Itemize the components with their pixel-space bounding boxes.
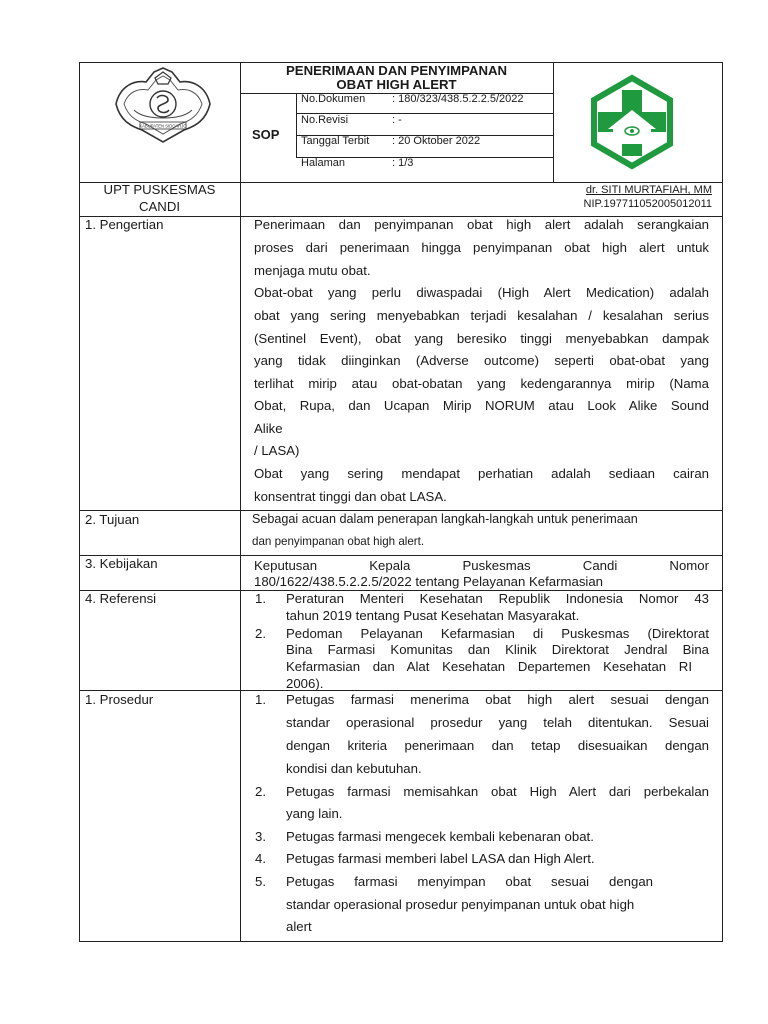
meta-value-nodokumen: : 180/323/438.5.2.2.5/2022 <box>392 93 524 105</box>
proc-line: Petugas farmasi menyimpan obat sesuai dengan <box>286 874 653 889</box>
meta-label-tanggal: Tanggal Terbit <box>301 135 370 147</box>
sop-label: SOP <box>252 127 280 142</box>
kebijakan-line-1: Keputusan Kepala Puskesmas Candi Nomor <box>254 558 709 573</box>
proc-line: yang lain. <box>286 806 343 821</box>
proc-line: standar operasional prosedur yang telah ditentukan. Sesuai <box>286 715 709 730</box>
paragraph-line: Obat yang sering mendapat perhatian adalah sediaan cairan <box>254 466 709 481</box>
label-tujuan: 2. Tujuan <box>85 512 140 527</box>
paragraph-line: Obat, Rupa, dan Ucapan Mirip NORUM atau Look Alike Sound <box>254 398 709 413</box>
regional-logo <box>110 64 216 148</box>
paragraph-line: obat yang sering menyebabkan terjadi kesalahan / kesalahan serius <box>254 308 709 323</box>
meta-label-norevisi: No.Revisi <box>301 114 349 126</box>
ref-line: 2006). <box>286 676 324 691</box>
proc-num-5: 5. <box>255 874 266 889</box>
ref-line: Peraturan Menteri Kesehatan Republik Indonesia Nomor 43 <box>286 591 709 606</box>
paragraph-line: Penerimaan dan penyimpanan obat high alert adalah serangkaian <box>254 217 709 232</box>
tujuan-line-1: Sebagai acuan dalam penerapan langkah-langkah untuk penerimaan <box>252 512 638 526</box>
meta-value-norevisi: : - <box>392 114 402 126</box>
signer-name: dr. SITI MURTAFIAH, MM <box>585 184 712 196</box>
proc-line: Petugas farmasi mengecek kembali kebenaran obat. <box>286 829 594 844</box>
ref-num-2: 2. <box>255 626 266 641</box>
paragraph-line: konsentrat tinggi dan obat LASA. <box>254 489 447 504</box>
label-referensi: 4. Referensi <box>85 591 157 606</box>
label-kebijakan: 3. Kebijakan <box>85 556 158 571</box>
paragraph-line: Obat-obat yang perlu diwaspadai (High Alert Medication) adalah <box>254 285 709 300</box>
proc-line: Petugas farmasi memisahkan obat High Alert dari perbekalan <box>286 784 709 799</box>
tujuan-line-2: dan penyimpanan obat high alert. <box>252 535 425 548</box>
paragraph-line: terlihat mirip atau obat-obatan yang kedengarannya mirip (Nama <box>254 376 709 391</box>
proc-line: Petugas farmasi menerima obat high alert sesuai dengan <box>286 692 709 707</box>
meta-value-halaman: : 1/3 <box>392 157 414 169</box>
paragraph-line: Alike <box>254 421 283 436</box>
proc-num-4: 4. <box>255 851 266 866</box>
paragraph-line: (Sentinel Event), obat yang beresiko tinggi menyebabkan dampak <box>254 331 709 346</box>
label-prosedur: 1. Prosedur <box>85 692 154 707</box>
svg-text:KABUPATEN SIDOARJO: KABUPATEN SIDOARJO <box>139 123 187 129</box>
puskesmas-logo <box>584 74 680 170</box>
ref-num-1: 1. <box>255 591 266 606</box>
ref-line: Kefarmasian dan Alat Kesehatan Departemen Kesehatan RI <box>286 659 692 674</box>
meta-label-halaman: Halaman <box>301 157 346 169</box>
paragraph-line: menjaga mutu obat. <box>254 263 371 278</box>
signer-nip: NIP.197711052005012011 <box>583 198 712 210</box>
ref-line: tahun 2019 tentang Pusat Kesehatan Masyarakat. <box>286 608 580 623</box>
org-name-line2: CANDI <box>138 199 181 214</box>
ref-line: Pedoman Pelayanan Kefarmasian di Puskesmas (Direktorat <box>286 626 709 641</box>
doc-title-line2: OBAT HIGH ALERT <box>336 77 457 92</box>
kebijakan-line-2: 180/1622/438.5.2.2.5/2022 tentang Pelayanan Kefarmasian <box>254 574 604 589</box>
meta-label-nodokumen: No.Dokumen <box>301 93 366 105</box>
proc-line: kondisi dan kebutuhan. <box>286 761 422 776</box>
ref-line: Bina Farmasi Komunitas dan Klinik Direktorat Jendral Bina <box>286 642 709 657</box>
label-pengertian: 1. Pengertian <box>85 217 164 232</box>
proc-line: standar operasional prosedur penyimpanan untuk obat high <box>286 897 635 912</box>
paragraph-line: / LASA) <box>254 443 300 458</box>
proc-num-1: 1. <box>255 692 266 707</box>
paragraph-line: proses dari penerimaan hingga penyimpanan obat high alert untuk <box>254 240 709 255</box>
doc-title-line1: PENERIMAAN DAN PENYIMPANAN <box>285 63 508 78</box>
org-name-line1: UPT PUSKESMAS <box>103 182 216 197</box>
proc-line: Petugas farmasi memberi label LASA dan High Alert. <box>286 851 595 866</box>
proc-line: alert <box>286 919 312 934</box>
meta-value-tanggal: : 20 Oktober 2022 <box>392 135 481 147</box>
proc-num-2: 2. <box>255 784 266 799</box>
paragraph-line: yang tidak diinginkan (Adverse outcome) seperti obat-obat yang <box>254 353 709 368</box>
proc-num-3: 3. <box>255 829 266 844</box>
proc-line: dengan kriteria penerimaan dan tetap disesuaikan dengan <box>286 738 709 753</box>
